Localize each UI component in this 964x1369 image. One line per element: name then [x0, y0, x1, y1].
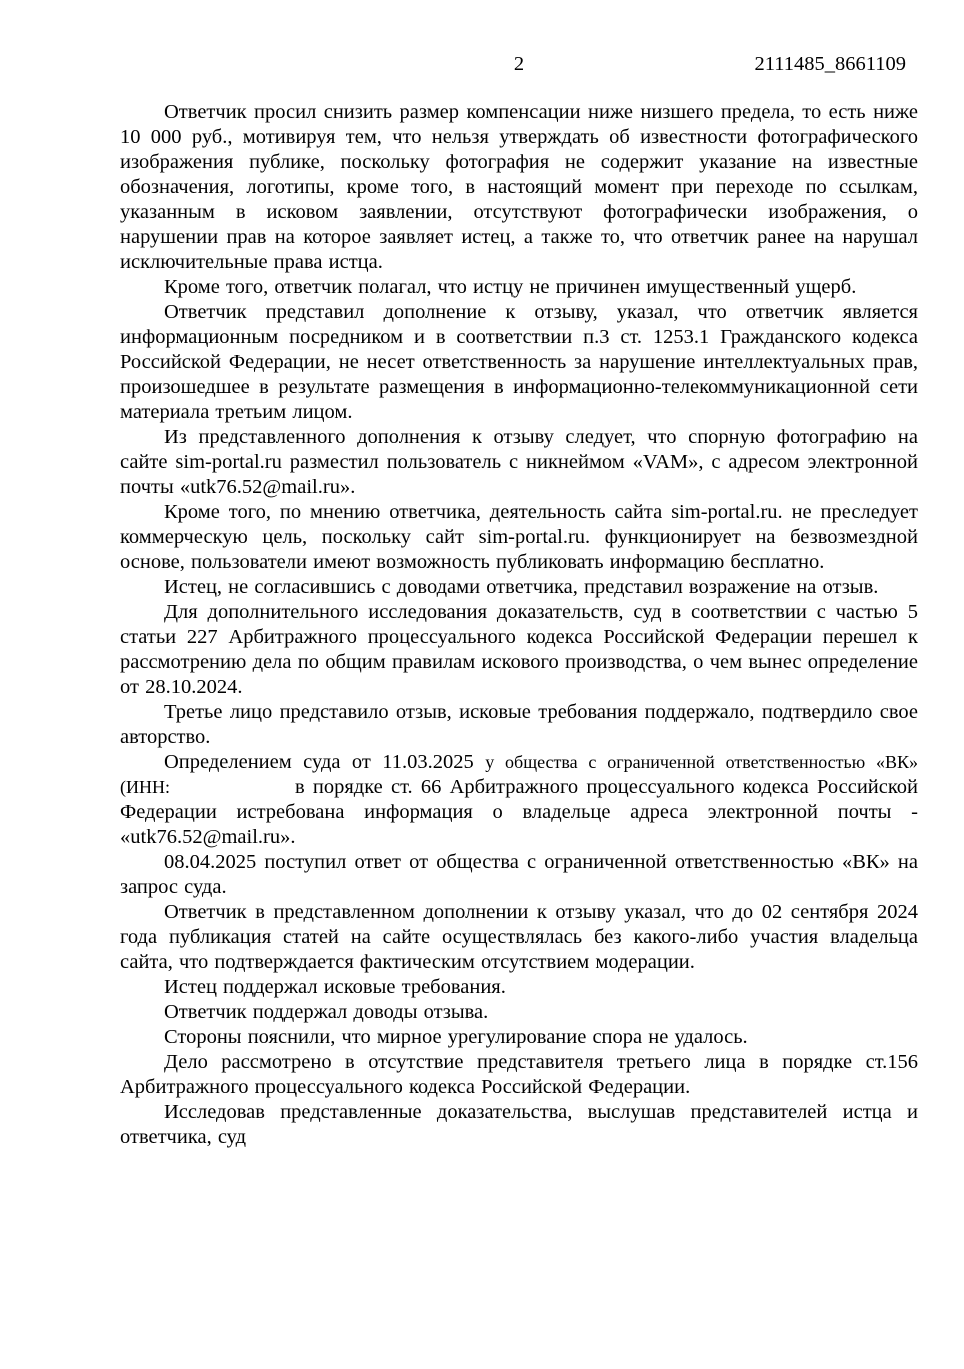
- paragraph: Стороны пояснили, что мирное урегулирование спора не удалось.: [164, 1026, 748, 1048]
- paragraph: 08.04.2025 поступил ответ от общества с ограниченной ответственностью «ВК» на запрос суда.: [120, 851, 918, 898]
- document-body: [120, 100, 918, 1150]
- paragraph-segment: Определением суда от 11.03.2025: [164, 751, 486, 773]
- paragraph: Ответчик представил дополнение к отзыву, указал, что ответчик является информационным посредником и в соответствии п.3 ст. 1253.1 Гражданского кодекса Российской Федерации, не несет ответственность за нарушение интеллектуальных прав, произошедшее в результате размещения в информационно-телекоммуникационной сети материала третьим лицом.: [120, 301, 918, 423]
- paragraph-segment-small: у общества с ограниченной ответственностью «ВК» (ИНН:: [120, 752, 919, 797]
- paragraph: Ответчик в представленном дополнении к отзыву указал, что до 02 сентября 2024 года публикация статей на сайте осуществлялась без какого-либо участия владельца сайта, что подтверждается фактическим отсутствием модерации.: [120, 901, 918, 973]
- paragraph-with-redaction: [120, 750, 918, 850]
- paragraph: Истец поддержал исковые требования.: [164, 976, 506, 998]
- paragraph: Кроме того, по мнению ответчика, деятельность сайта sim-portal.ru. не преследует коммерческую цель, поскольку сайт sim-portal.ru. функционирует на безвозмездной основе, пользователи имеют возможность публиковать информацию бесплатно.: [120, 501, 918, 573]
- paragraph: Из представленного дополнения к отзыву следует, что спорную фотографию на сайте sim-portal.ru разместил пользователь с никнеймом «VAM», с адресом электронной почты «utk76.52@mail.ru».: [120, 426, 918, 498]
- paragraph-segment: в порядке ст. 66 Арбитражного процессуального кодекса Российской Федерации истребована информация о владельце адреса электронной почты - «utk76.52@mail.ru».: [120, 776, 918, 848]
- page-header: [120, 52, 918, 77]
- page-number: 2: [513, 53, 525, 75]
- paragraph: Ответчик просил снизить размер компенсации ниже низшего предела, то есть ниже 10 000 руб., мотивируя тем, что нельзя утверждать об известности фотографического изображения публике, поскольку фотография не содержит указание на известные обозначения, логотипы, кроме того, в настоящий момент при переходе по ссылкам, указанным в исковом заявлении, отсутствуют фотографически изображения, о нарушении прав на которое заявляет истец, а также то, что ответчик ранее на нарушал исключительные права истца.: [120, 101, 918, 273]
- redacted-inn-gap: [170, 792, 295, 793]
- paragraph: Для дополнительного исследования доказательств, суд в соответствии с частью 5 статьи 227 Арбитражного процессуального кодекса Российской Федерации перешел к рассмотрению дела по общим правилам искового производства, о чем вынес определение от 28.10.2024.: [120, 601, 918, 698]
- paragraph: Кроме того, ответчик полагал, что истцу не причинен имущественный ущерб.: [164, 276, 857, 298]
- paragraph: Ответчик поддержал доводы отзыва.: [164, 1001, 489, 1023]
- document-id: 2111485_8661109: [754, 53, 906, 75]
- paragraph: Дело рассмотрено в отсутствие представителя третьего лица в порядке ст.156 Арбитражного процессуального кодекса Российской Федерации.: [120, 1051, 918, 1098]
- paragraph: Исследовав представленные доказательства, выслушав представителей истца и ответчика, суд: [120, 1101, 918, 1148]
- paragraph: Истец, не согласившись с доводами ответчика, представил возражение на отзыв.: [164, 576, 879, 598]
- paragraph: Третье лицо представило отзыв, исковые требования поддержало, подтвердило свое авторство.: [120, 701, 918, 748]
